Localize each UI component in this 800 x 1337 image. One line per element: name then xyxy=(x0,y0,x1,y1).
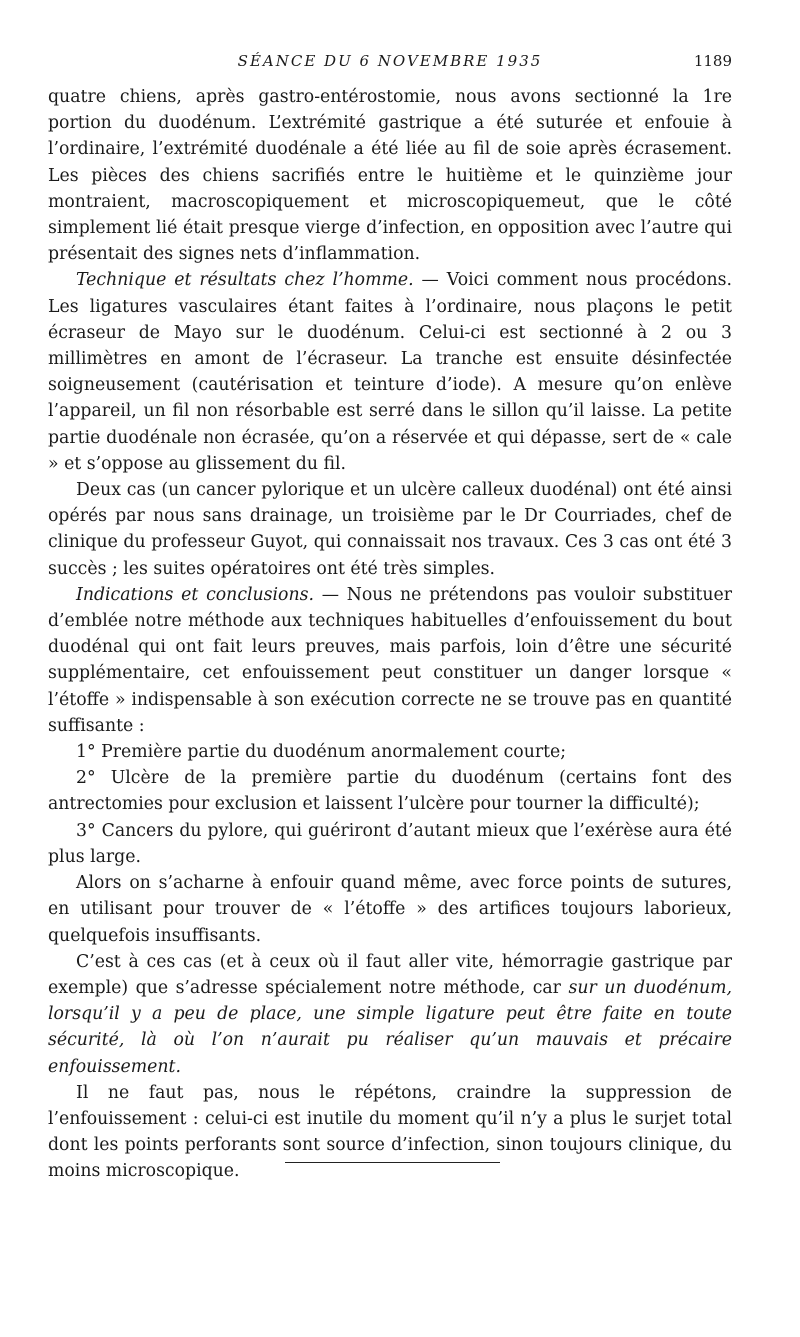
technique-heading: Technique et résultats chez l’homme. xyxy=(76,270,414,291)
technique-text: — Voici comment nous procédons. Les ligatures vasculaires étant faites à l’ordinaire, nous plaçons le petit écraseur de Mayo sur le duodénum. Celui-ci est sectionné à 2 ou 3 millimètres en amont de l’écraseur. La tranche est ensuite désinfectée soigneusement (cautérisation et teinture d’iode). A mesure qu’on enlève l’appareil, un fil non résorbable est serré dans le sillon qu’il laisse. La petite partie duodénale non écrasée, qu’on a réservée et qui dépasse, sert de « cale » et s’oppose au glissement du fil. xyxy=(48,270,733,474)
paragraph-final: Il ne faut pas, nous le répétons, craindre la suppression de l’enfouissement : celui-ci est inutile du moment qu’il n’y a plus le surjet total dont les points perforants sont source d’infection, sinon toujours clinique, du moins microscopique. xyxy=(48,1082,732,1182)
paragraph-method xyxy=(48,949,732,1080)
indications-heading: Indications et conclusions. xyxy=(76,584,314,605)
paragraph-cases: Deux cas (un cancer pylorique et un ulcère calleux duodénal) ont été ainsi opérés par nous sans drainage, un troisième par le Dr Courriades, chef de clinique du professeur Guyot, qui connaissait nos travaux. Ces 3 cas ont été 3 succès ; les suites opératoires ont été très simples. xyxy=(48,480,732,579)
page xyxy=(48,52,732,1185)
paragraph-1: quatre chiens, après gastro-entérostomie, nous avons sectionné la 1re portion du duodénum. L’extrémité gastrique a été suturée et enfouie à l’ordinaire, l’extrémité duodénale a été liée au fil de soie après écrasement. Les pièces des chiens sacrifiés entre le huitième et le quinzième jour montraient, macroscopiquement et microscopiquemeut, que le côté simplement lié était presque vierge d’infection, en opposition avec l’autre qui présentait des signes nets d’inflammation. xyxy=(48,87,732,265)
list-item: 3° Cancers du pylore, qui guériront d’autant mieux que l’exérèse aura été plus large. xyxy=(48,820,732,867)
list-item: 2° Ulcère de la première partie du duodénum (certains font des antrectomies pour exclusion et laissent l’ulcère pour tourner la difficulté); xyxy=(48,768,732,815)
running-header xyxy=(48,52,732,76)
paragraph-indications xyxy=(48,582,732,739)
end-rule xyxy=(285,1162,500,1163)
running-title: SÉANCE DU 6 NOVEMBRE 1935 xyxy=(237,52,543,70)
indications-text: — Nous ne prétendons pas vouloir substituer d’emblée notre méthode aux techniques habituelles d’enfouissement du bout duodénal qui ont fait leurs preuves, mais parfois, loin d’être une sécurité supplémentaire, cet enfouissement peut constituer un danger lorsque « l’étoffe » indispensable à son exécution correcte ne se trouve pas en quantité suffisante : xyxy=(48,584,732,736)
paragraph-alors: Alors on s’acharne à enfouir quand même, avec force points de sutures, en utilisant pour trouver de « l’étoffe » des artifices toujours laborieux, quelquefois insuffisants. xyxy=(48,873,732,946)
method-italic-text: sur un duodénum, lorsqu’il y a peu de place, une simple ligature peut être faite en toute sécurité, là où l’on n’aurait pu réaliser qu’un mauvais et précaire enfouissement. xyxy=(48,977,733,1077)
indications-list xyxy=(48,739,732,870)
paragraph-technique xyxy=(48,267,732,477)
method-text: C’est à ces cas (et à ceux où il faut aller vite, hémorragie gastrique par exemple) que s’adresse spécialement notre méthode, car xyxy=(48,951,732,998)
list-item: 1° Première partie du duodénum anormalement courte; xyxy=(76,742,567,763)
page-number: 1189 xyxy=(693,52,732,70)
